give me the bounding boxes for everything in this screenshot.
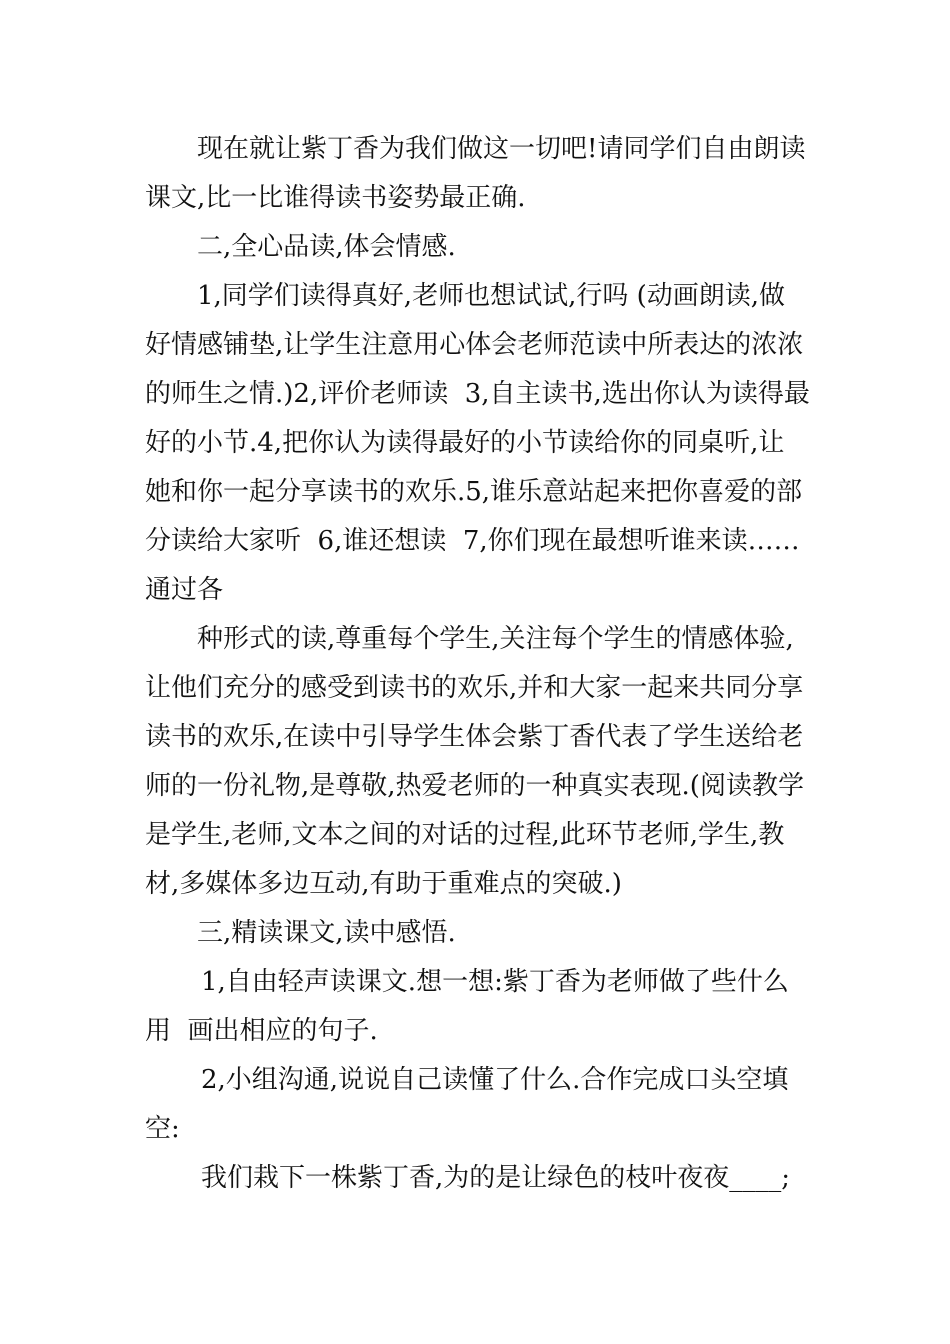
paragraph-step-1: 1,自由轻声读课文.想一想:紫丁香为老师做了些什么用 画出相应的句子.: [145, 967, 789, 1046]
section-heading-3: 三,精读课文,读中感悟.: [197, 918, 456, 948]
paragraph-reading-purpose: 种形式的读,尊重每个学生,关注每个学生的情感体验,让他们充分的感受到读书的欢乐,并和大家一起来共同分享读书的欢乐,在读中引导学生体会紫丁香代表了学生送给老师的一份礼物,是尊敬,热爱老师的一种真实表现.(阅读教学是学生,老师,文本之间的对话的过程,此环节老师,学生,教材,多媒体多边互动,有助于重难点的突破.): [145, 624, 804, 899]
section-heading-2: 二,全心品读,体会情感.: [197, 232, 456, 262]
paragraph-fill-blank: 我们栽下一株紫丁香,为的是让绿色的枝叶夜夜____;: [201, 1163, 791, 1193]
paragraph-reading-steps: 1,同学们读得真好,老师也想试试,行吗 (动画朗读,做好情感铺垫,让学生注意用心体会老师范读中所表达的浓浓的师生之情.)2,评价老师读 3,自主读书,选出你认为读得最好的小节.4,把你认为读得最好的小节读给你的同桌听,让她和你一起分享读书的欢乐.5,谁乐意站起来把你喜爱的部分读给大家听 6,谁还想读 7,你们现在最想听谁来读……通过各: [145, 281, 810, 605]
paragraph-intro: 现在就让紫丁香为我们做这一切吧!请同学们自由朗读课文,比一比谁得读书姿势最正确.: [145, 134, 806, 213]
paragraph-step-2: 2,小组沟通,说说自己读懂了什么.合作完成口头空填空:: [145, 1065, 789, 1144]
